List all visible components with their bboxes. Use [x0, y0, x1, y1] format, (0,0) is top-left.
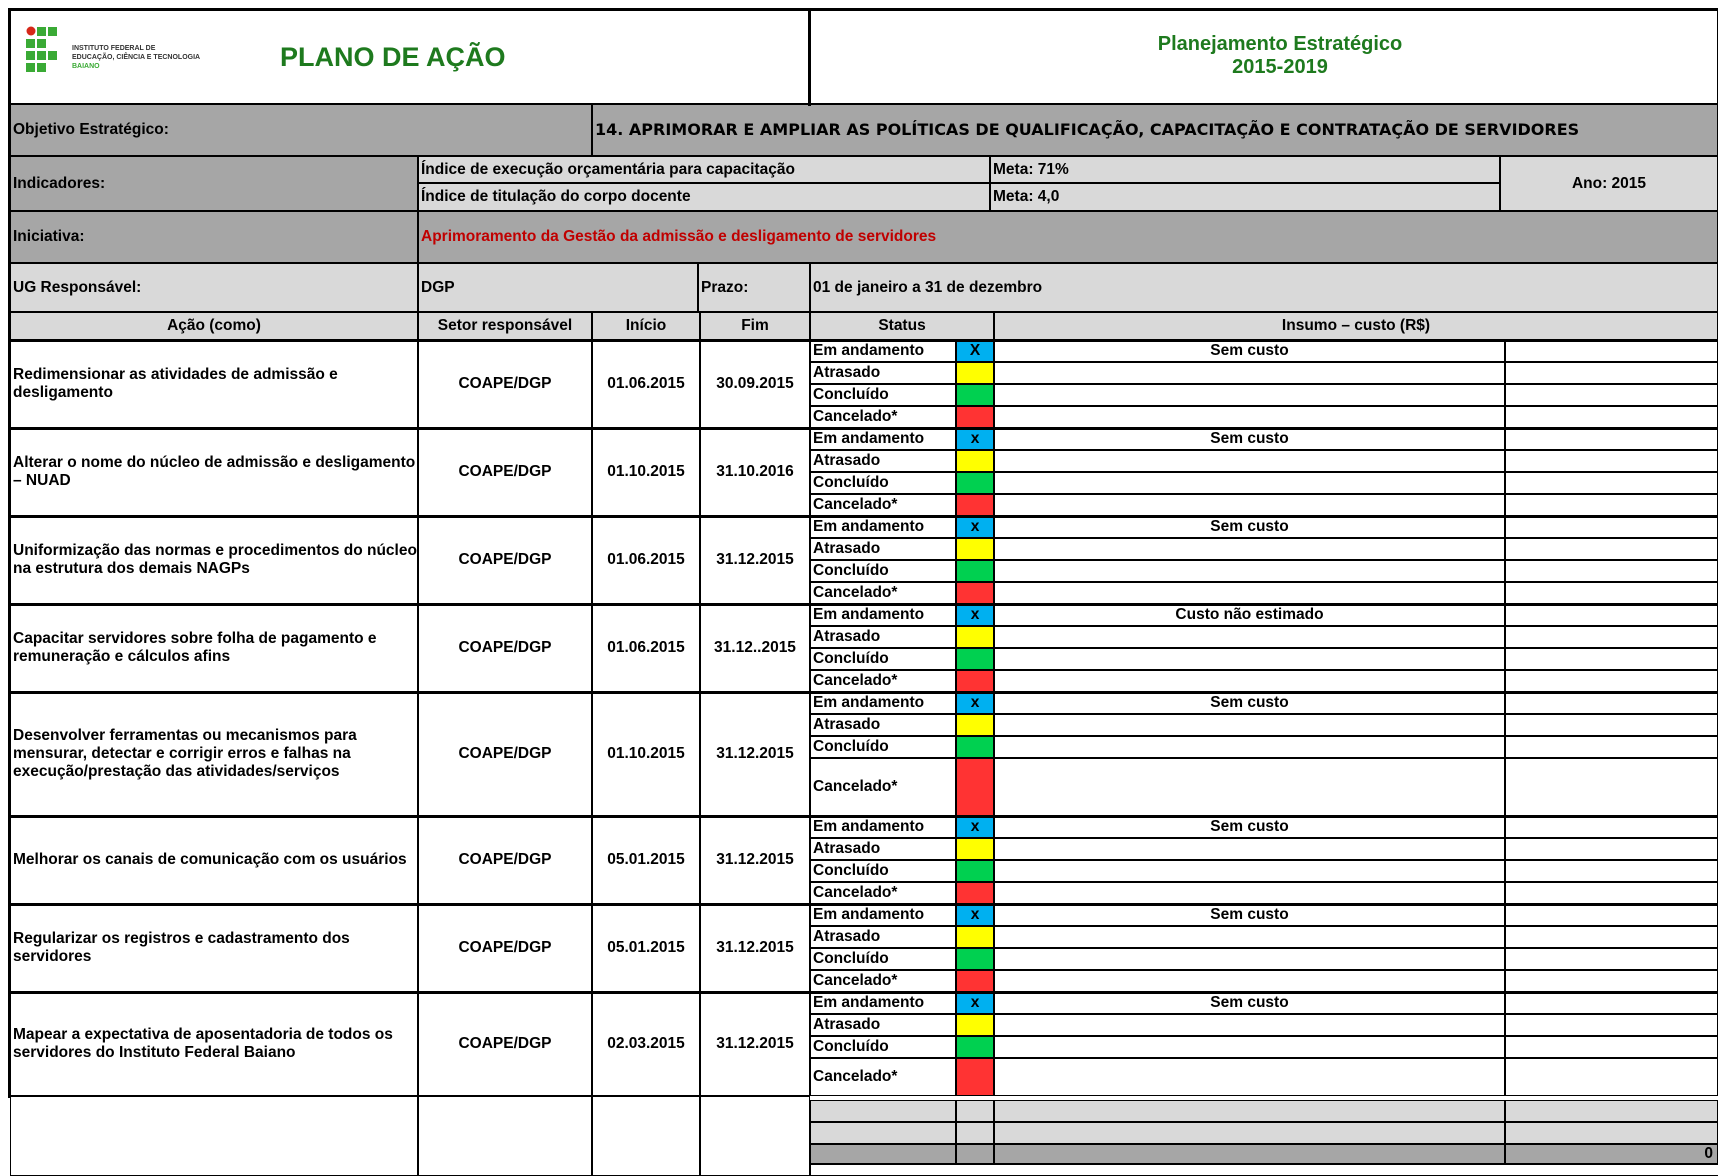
action-description: Mapear a expectativa de aposentadoria de todos os servidores do Instituto Federal Baiano — [10, 992, 418, 1096]
initiative-value: Aprimoramento da Gestão da admissão e desligamento de servidores — [418, 211, 1718, 263]
summary-cell — [1505, 1100, 1718, 1122]
summary-cell — [956, 1100, 994, 1122]
status-label: Atrasado — [810, 926, 956, 948]
status-label: Cancelado* — [810, 970, 956, 992]
status-swatch — [956, 384, 994, 406]
cost-value: Sem custo — [994, 692, 1505, 714]
action-sector: COAPE/DGP — [418, 428, 592, 516]
logo-text-line-3: BAIANO — [72, 63, 100, 70]
status-label: Atrasado — [810, 1014, 956, 1036]
cost-extra — [1505, 1014, 1718, 1036]
status-swatch — [956, 406, 994, 428]
initiative-label: Iniciativa: — [10, 211, 418, 263]
action-sector: COAPE/DGP — [418, 692, 592, 816]
cost-extra — [1505, 516, 1718, 538]
ug-value: DGP — [418, 263, 698, 312]
logo-text-line-2: EDUCAÇÃO, CIÊNCIA E TECNOLOGIA — [72, 54, 201, 61]
status-swatch — [956, 714, 994, 736]
summary-cell — [810, 1144, 956, 1164]
col-end: Fim — [700, 312, 810, 340]
status-swatch — [956, 670, 994, 692]
action-start: 05.01.2015 — [592, 816, 700, 904]
header-right — [810, 10, 1718, 104]
action-description: Melhorar os canais de comunicação com os usuários — [10, 816, 418, 904]
cost-extra — [1505, 604, 1718, 626]
status-swatch — [956, 582, 994, 604]
summary-cell — [956, 1122, 994, 1144]
cost-extra — [1505, 1036, 1718, 1058]
status-swatch — [956, 926, 994, 948]
cost-value: Sem custo — [994, 992, 1505, 1014]
status-swatch — [956, 1058, 994, 1096]
status-swatch — [956, 1014, 994, 1036]
status-label: Atrasado — [810, 538, 956, 560]
cost-extra — [1505, 648, 1718, 670]
empty-area — [810, 1164, 1718, 1176]
status-mark: x — [956, 992, 994, 1014]
cost-extra — [1505, 670, 1718, 692]
cost-value — [994, 1036, 1505, 1058]
summary-cell — [994, 1144, 1505, 1164]
cost-value: Sem custo — [994, 340, 1505, 362]
cost-value — [994, 1058, 1505, 1096]
status-label: Atrasado — [810, 362, 956, 384]
page-title: PLANO DE AÇÃO — [280, 42, 506, 73]
status-label: Em andamento — [810, 816, 956, 838]
cost-value: Custo não estimado — [994, 604, 1505, 626]
action-sector: COAPE/DGP — [418, 816, 592, 904]
cost-extra — [1505, 816, 1718, 838]
action-description: Regularizar os registros e cadastramento dos servidores — [10, 904, 418, 992]
status-swatch — [956, 948, 994, 970]
action-sector: COAPE/DGP — [418, 904, 592, 992]
cost-extra — [1505, 758, 1718, 816]
cost-value — [994, 560, 1505, 582]
action-description: Uniformização das normas e procedimentos do núcleo na estrutura dos demais NAGPs — [10, 516, 418, 604]
status-swatch — [956, 450, 994, 472]
status-label: Em andamento — [810, 992, 956, 1014]
indicators-label: Indicadores: — [10, 156, 418, 211]
action-start: 01.06.2015 — [592, 516, 700, 604]
status-label: Concluído — [810, 948, 956, 970]
status-label: Concluído — [810, 860, 956, 882]
indicator-year: Ano: 2015 — [1500, 156, 1718, 211]
cost-value — [994, 882, 1505, 904]
summary-cell — [810, 1100, 956, 1122]
action-start: 01.06.2015 — [592, 604, 700, 692]
cost-value — [994, 948, 1505, 970]
col-cost: Insumo – custo (R$) — [994, 312, 1718, 340]
cost-extra — [1505, 538, 1718, 560]
status-label: Cancelado* — [810, 494, 956, 516]
status-label: Atrasado — [810, 626, 956, 648]
logo-text-line-1: INSTITUTO FEDERAL DE — [72, 45, 156, 52]
status-label: Em andamento — [810, 692, 956, 714]
cost-extra — [1505, 1058, 1718, 1096]
cost-value: Sem custo — [994, 904, 1505, 926]
action-sector: COAPE/DGP — [418, 604, 592, 692]
status-swatch — [956, 758, 994, 816]
cost-value — [994, 838, 1505, 860]
status-swatch — [956, 736, 994, 758]
col-sector: Setor responsável — [418, 312, 592, 340]
cost-extra — [1505, 926, 1718, 948]
cost-extra — [1505, 904, 1718, 926]
cost-value — [994, 362, 1505, 384]
status-mark: x — [956, 604, 994, 626]
cost-extra — [1505, 428, 1718, 450]
status-label: Cancelado* — [810, 406, 956, 428]
cost-value: Sem custo — [994, 816, 1505, 838]
cost-value — [994, 970, 1505, 992]
cost-extra — [1505, 970, 1718, 992]
status-label: Em andamento — [810, 340, 956, 362]
cost-value — [994, 538, 1505, 560]
empty-column — [10, 1096, 418, 1176]
deadline-value: 01 de janeiro a 31 de dezembro — [810, 263, 1718, 312]
action-description: Desenvolver ferramentas ou mecanismos para mensurar, detectar e corrigir erros e falhas na execução/prestação das atividades/serviços — [10, 692, 418, 816]
status-label: Em andamento — [810, 516, 956, 538]
cost-extra — [1505, 494, 1718, 516]
status-label: Atrasado — [810, 838, 956, 860]
action-end: 31.12..2015 — [700, 604, 810, 692]
summary-cell — [994, 1122, 1505, 1144]
cost-extra — [1505, 406, 1718, 428]
status-swatch — [956, 626, 994, 648]
status-swatch — [956, 648, 994, 670]
cost-value — [994, 1014, 1505, 1036]
cost-extra — [1505, 450, 1718, 472]
action-end: 31.10.2016 — [700, 428, 810, 516]
status-label: Concluído — [810, 472, 956, 494]
action-end: 30.09.2015 — [700, 340, 810, 428]
status-label: Concluído — [810, 1036, 956, 1058]
status-mark: x — [956, 692, 994, 714]
cost-extra — [1505, 626, 1718, 648]
cost-extra — [1505, 384, 1718, 406]
cost-extra — [1505, 560, 1718, 582]
status-label: Concluído — [810, 736, 956, 758]
status-mark: x — [956, 904, 994, 926]
cost-value — [994, 926, 1505, 948]
status-label: Atrasado — [810, 450, 956, 472]
cost-value — [994, 670, 1505, 692]
action-start: 02.03.2015 — [592, 992, 700, 1096]
deadline-label: Prazo: — [698, 263, 810, 312]
status-label: Cancelado* — [810, 582, 956, 604]
col-start: Início — [592, 312, 700, 340]
indicator-1-meta: Meta: 71% — [990, 156, 1500, 183]
action-start: 01.06.2015 — [592, 340, 700, 428]
cost-extra — [1505, 582, 1718, 604]
status-swatch — [956, 538, 994, 560]
cost-value — [994, 860, 1505, 882]
ug-label: UG Responsável: — [10, 263, 418, 312]
cost-value — [994, 450, 1505, 472]
indicator-1: Índice de execução orçamentária para capacitação — [418, 156, 990, 183]
cost-extra — [1505, 860, 1718, 882]
action-description: Redimensionar as atividades de admissão e desligamento — [10, 340, 418, 428]
action-start: 01.10.2015 — [592, 692, 700, 816]
action-end: 31.12.2015 — [700, 992, 810, 1096]
total-value: 0 — [1505, 1144, 1718, 1164]
action-start: 01.10.2015 — [592, 428, 700, 516]
cost-value — [994, 758, 1505, 816]
cost-extra — [1505, 472, 1718, 494]
cost-value — [994, 494, 1505, 516]
objective-value: 14. APRIMORAR E AMPLIAR AS POLÍTICAS DE QUALIFICAÇÃO, CAPACITAÇÃO E CONTRATAÇÃO DE SERVIDORES — [592, 104, 1718, 156]
summary-cell — [994, 1100, 1505, 1122]
objective-label: Objetivo Estratégico: — [10, 104, 592, 156]
status-label: Concluído — [810, 648, 956, 670]
action-description: Capacitar servidores sobre folha de pagamento e remuneração e cálculos afins — [10, 604, 418, 692]
planning-title: Planejamento Estratégico — [1157, 33, 1403, 55]
cost-value — [994, 582, 1505, 604]
cost-value: Sem custo — [994, 516, 1505, 538]
summary-cell — [1505, 1122, 1718, 1144]
cost-extra — [1505, 362, 1718, 384]
cost-value — [994, 384, 1505, 406]
cost-value — [994, 406, 1505, 428]
cost-extra — [1505, 736, 1718, 758]
status-swatch — [956, 860, 994, 882]
action-end: 31.12.2015 — [700, 516, 810, 604]
action-sector: COAPE/DGP — [418, 516, 592, 604]
status-label: Em andamento — [810, 604, 956, 626]
status-label: Em andamento — [810, 904, 956, 926]
empty-column — [700, 1096, 810, 1176]
status-label: Cancelado* — [810, 1058, 956, 1096]
status-swatch — [956, 838, 994, 860]
cost-extra — [1505, 992, 1718, 1014]
action-end: 31.12.2015 — [700, 692, 810, 816]
action-sector: COAPE/DGP — [418, 992, 592, 1096]
status-label: Em andamento — [810, 428, 956, 450]
action-start: 05.01.2015 — [592, 904, 700, 992]
status-mark: x — [956, 516, 994, 538]
status-label: Cancelado* — [810, 882, 956, 904]
status-swatch — [956, 362, 994, 384]
cost-value: Sem custo — [994, 428, 1505, 450]
status-label: Cancelado* — [810, 670, 956, 692]
cost-extra — [1505, 948, 1718, 970]
action-end: 31.12.2015 — [700, 816, 810, 904]
status-swatch — [956, 970, 994, 992]
status-swatch — [956, 494, 994, 516]
summary-cell — [810, 1122, 956, 1144]
cost-extra — [1505, 882, 1718, 904]
empty-column — [418, 1096, 592, 1176]
status-swatch — [956, 1036, 994, 1058]
status-swatch — [956, 882, 994, 904]
indicator-2-meta: Meta: 4,0 — [990, 183, 1500, 211]
cost-value — [994, 714, 1505, 736]
action-sector: COAPE/DGP — [418, 340, 592, 428]
status-label: Atrasado — [810, 714, 956, 736]
status-mark: X — [956, 340, 994, 362]
status-mark: x — [956, 428, 994, 450]
cost-value — [994, 472, 1505, 494]
cost-value — [994, 648, 1505, 670]
status-swatch — [956, 560, 994, 582]
cost-extra — [1505, 340, 1718, 362]
action-end: 31.12.2015 — [700, 904, 810, 992]
cost-value — [994, 626, 1505, 648]
summary-cell — [956, 1144, 994, 1164]
status-label: Concluído — [810, 560, 956, 582]
action-description: Alterar o nome do núcleo de admissão e desligamento – NUAD — [10, 428, 418, 516]
cost-value — [994, 736, 1505, 758]
cost-extra — [1505, 692, 1718, 714]
status-label: Cancelado* — [810, 758, 956, 816]
planning-period: 2015-2019 — [1232, 56, 1328, 78]
status-swatch — [956, 472, 994, 494]
status-label: Concluído — [810, 384, 956, 406]
empty-column — [592, 1096, 700, 1176]
status-mark: x — [956, 816, 994, 838]
col-status: Status — [810, 312, 994, 340]
indicator-2: Índice de titulação do corpo docente — [418, 183, 990, 211]
cost-extra — [1505, 838, 1718, 860]
cost-extra — [1505, 714, 1718, 736]
col-action: Ação (como) — [10, 312, 418, 340]
